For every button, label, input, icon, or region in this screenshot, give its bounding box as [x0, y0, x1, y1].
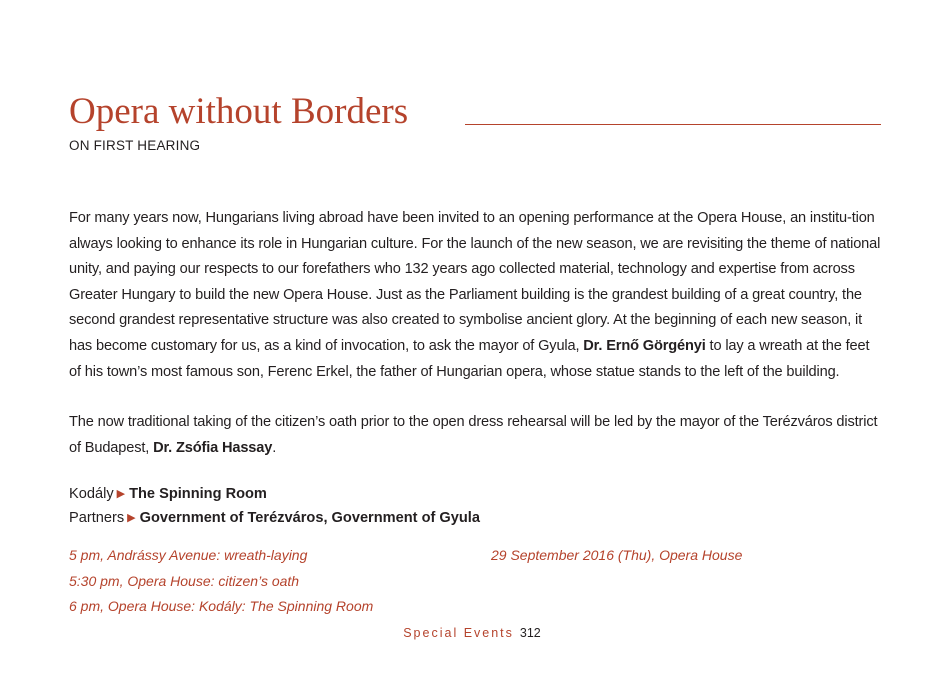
triangle-right-icon: ▶ — [116, 488, 126, 500]
credit-value: The Spinning Room — [129, 486, 267, 502]
intro-paragraph — [69, 206, 881, 385]
schedule-item: 5:30 pm, Opera House: citizen’s oath — [69, 572, 300, 589]
footer-section-name: Special Events — [403, 626, 514, 640]
person-name: Dr. Zsófia Hassay — [153, 439, 273, 456]
credit-label: Partners — [69, 510, 125, 526]
title-rule — [465, 124, 881, 125]
schedule-item: 6 pm, Opera House: Kodály: The Spinning Room — [69, 598, 374, 615]
title-block — [69, 92, 881, 132]
paragraph-text: . — [272, 439, 277, 456]
paragraph-text: The now traditional taking of the citizen’s oath prior to the open dress rehearsal will be led by the mayor of the Terézváros district of Budapest, — [69, 414, 878, 456]
event-date-venue: 29 September 2016 (Thu), Opera House — [491, 547, 743, 563]
credit-line-partners — [69, 507, 480, 529]
paragraph-text: For many years now, Hungarians living abroad have been invited to an opening performance at the Opera House, an institu-tion always looking to enhance its role in Hungarian culture. For the launch of the new season, we are revisiting the theme of national unity, and paying our respects to our forefathers who 132 years ago collected material, technology and expertise from across Greater Hungary to build the new Opera House. Just as the Parliament building is the grandest building of a great country, the second grandest representative structure was also created to symbolise ancient glory. At the beginning of each new season, it has become customary for us, as a kind of invocation, to ask the mayor of Gyula, — [69, 210, 881, 354]
page-number: 312 — [519, 626, 541, 640]
credit-value: Government of Terézváros, Government of Gyula — [139, 510, 480, 526]
schedule-list — [69, 543, 373, 620]
schedule-item: 5 pm, Andrássy Avenue: wreath-laying — [69, 547, 308, 563]
triangle-right-icon: ▶ — [127, 512, 136, 524]
page-subtitle: ON FIRST HEARING — [69, 138, 201, 153]
paragraph-text: to lay a wreath at the feet of his town’s most famous son, Ferenc Erkel, the father of Hungarian opera, whose statue stands to the left of the building. — [69, 337, 870, 380]
credit-line-composer — [69, 483, 267, 505]
person-name: Dr. Ernő Görgényi — [583, 337, 706, 354]
oath-paragraph — [69, 410, 881, 461]
page-title: Opera without Borders — [69, 91, 409, 132]
credit-label: Kodály — [69, 486, 114, 502]
page-footer — [0, 626, 944, 640]
